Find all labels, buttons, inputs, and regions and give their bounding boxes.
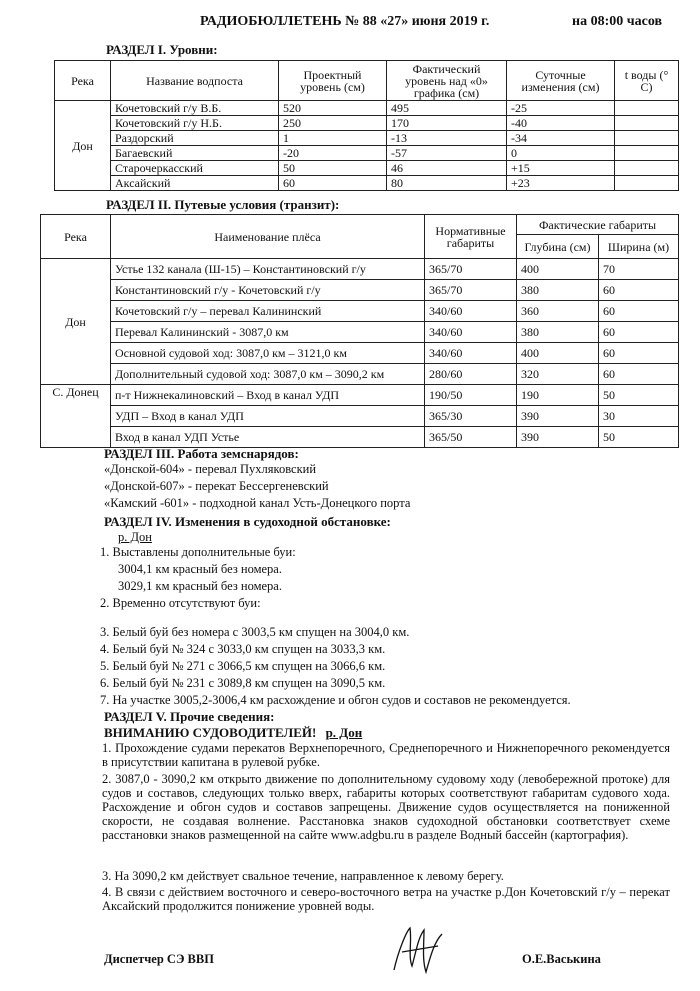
info-item: 3. На 3090,2 км действует свальное течение, направленное к левому берегу. <box>102 869 504 883</box>
col-actual-level: Фактический уровень над «0» графика (см) <box>387 61 507 101</box>
col-width: Ширина (м) <box>599 235 679 259</box>
cell: 400 <box>517 259 599 280</box>
cell: 46 <box>387 161 507 176</box>
col-norm: Нормативные габариты <box>425 215 517 259</box>
cell <box>615 146 679 161</box>
attention-label: ВНИМАНИЮ СУДОВОДИТЕЛЕЙ! <box>104 725 317 740</box>
change-line: 4. Белый буй № 324 с 3033,0 км спущен на 3033,3 км. <box>100 642 386 656</box>
reach-name: Константиновский г/у - Кочетовский г/у <box>111 280 425 301</box>
cell: 50 <box>599 385 679 406</box>
cell: 340/60 <box>425 343 517 364</box>
change-line: 6. Белый буй № 231 с 3089,8 км спущен на 3090,5 км. <box>100 676 386 690</box>
cell: 380 <box>517 280 599 301</box>
station-name: Аксайский <box>111 176 279 191</box>
section1-title: РАЗДЕЛ I. Уровни: <box>106 42 218 57</box>
cell: +23 <box>507 176 615 191</box>
cell: 190/50 <box>425 385 517 406</box>
cell: 60 <box>599 301 679 322</box>
cell: 400 <box>517 343 599 364</box>
cell: 50 <box>599 427 679 448</box>
col-station: Название водпоста <box>111 61 279 101</box>
cell <box>615 116 679 131</box>
cell: -57 <box>387 146 507 161</box>
cell: 80 <box>387 176 507 191</box>
change-line: 3029,1 км красный без номера. <box>118 579 282 593</box>
reach-name: Вход в канал УДП Устье <box>111 427 425 448</box>
col-river: Река <box>41 215 111 259</box>
cell <box>615 101 679 116</box>
info-item: 2. 3087,0 - 3090,2 км открыто движение по дополнительному судовому ходу (левобережной протоке) для судов и составов, следующих только вверх, габариты которых соответствуют габаритам судового хода. Расхождение и обгон судов и составов запрещены. Движение судов осуществляется на пониженной скорости, не создавая волнение. Расстановка знаков судоходной обстановки соответствует схеме расстановки знаков размещенной на сайте www.adgbu.ru в разделе Водный бассейн (картография). <box>102 772 670 842</box>
section3-title: РАЗДЕЛ III. Работа земснарядов: <box>104 446 299 461</box>
station-name: Кочетовский г/у В.Б. <box>111 101 279 116</box>
cell: -13 <box>387 131 507 146</box>
cell: 250 <box>279 116 387 131</box>
cell: 380 <box>517 322 599 343</box>
river-label: р. Дон <box>118 530 152 544</box>
cell <box>615 131 679 146</box>
reach-name: Перевал Калининский - 3087,0 км <box>111 322 425 343</box>
cell: 170 <box>387 116 507 131</box>
cell: -34 <box>507 131 615 146</box>
cell: 30 <box>599 406 679 427</box>
change-line: 2. Временно отсутствуют буи: <box>100 596 261 610</box>
col-water-temp: t воды (° С) <box>615 61 679 101</box>
station-name: Кочетовский г/у Н.Б. <box>111 116 279 131</box>
reach-name: УДП – Вход в канал УДП <box>111 406 425 427</box>
signature-icon <box>388 922 448 978</box>
info-item: 1. Прохождение судами перекатов Верхнепоречного, Среднепоречного и Нижнепоречного рекомендуется в присутствии капитана в рулевой рубке. <box>102 741 670 769</box>
cell: 340/60 <box>425 322 517 343</box>
section2-title: РАЗДЕЛ II. Путевые условия (транзит): <box>106 197 340 212</box>
cell: 495 <box>387 101 507 116</box>
col-reach: Наименование плёса <box>111 215 425 259</box>
bulletin-time: на 08:00 часов <box>572 14 663 29</box>
dredger-line: «Камский -601» - подходной канал Усть-Донецкого порта <box>104 496 411 510</box>
river-cell: Дон <box>55 101 111 191</box>
bulletin-title: РАДИОБЮЛЛЕТЕНЬ № 88 «27» июня 2019 г. <box>200 14 490 29</box>
cell: 520 <box>279 101 387 116</box>
reach-name: Дополнительный судовой ход: 3087,0 км – 3090,2 км <box>111 364 425 385</box>
river-cell: С. Донец <box>41 385 111 448</box>
signer-name: О.Е.Васькина <box>522 952 601 966</box>
change-line: 7. На участке 3005,2-3006,4 км расхождение и обгон судов и составов не рекомендуется. <box>100 693 571 707</box>
cell: -20 <box>279 146 387 161</box>
change-line: 3004,1 км красный без номера. <box>118 562 282 576</box>
cell: 60 <box>279 176 387 191</box>
col-daily-change: Суточные изменения (см) <box>507 61 615 101</box>
levels-table <box>54 60 679 191</box>
transit-table <box>40 214 679 448</box>
cell: 60 <box>599 364 679 385</box>
station-name: Багаевский <box>111 146 279 161</box>
cell: 50 <box>279 161 387 176</box>
cell: 320 <box>517 364 599 385</box>
station-name: Раздорский <box>111 131 279 146</box>
cell: +15 <box>507 161 615 176</box>
cell: -25 <box>507 101 615 116</box>
change-line: 3. Белый буй без номера с 3003,5 км спущен на 3004,0 км. <box>100 625 410 639</box>
col-depth: Глубина (см) <box>517 235 599 259</box>
cell: 390 <box>517 406 599 427</box>
reach-name: Кочетовский г/у – перевал Калининский <box>111 301 425 322</box>
cell <box>615 176 679 191</box>
cell: 0 <box>507 146 615 161</box>
cell: 365/70 <box>425 280 517 301</box>
reach-name: п-т Нижнекалиновский – Вход в канал УДП <box>111 385 425 406</box>
attention-line <box>104 725 362 741</box>
reach-name: Устье 132 канала (Ш-15) – Константиновский г/у <box>111 259 425 280</box>
section4-title: РАЗДЕЛ IV. Изменения в судоходной обстановке: <box>104 514 391 529</box>
dredger-line: «Донской-604» - перевал Пухляковский <box>104 462 317 476</box>
cell: 70 <box>599 259 679 280</box>
dispatcher-label: Диспетчер СЭ ВВП <box>104 952 214 966</box>
dredgers-list <box>104 462 664 512</box>
col-design-level: Проектный уровень (см) <box>279 61 387 101</box>
cell: 280/60 <box>425 364 517 385</box>
cell <box>615 161 679 176</box>
col-river: Река <box>55 61 111 101</box>
col-actual: Фактические габариты <box>517 215 679 235</box>
dredger-line: «Донской-607» - перекат Бессергеневский <box>104 479 329 493</box>
info-item: 4. В связи с действием восточного и северо-восточного ветра на участке р.Дон Кочетовский г/у – перекат Аксайский продолжится понижение уровней воды. <box>102 885 670 913</box>
change-line: 5. Белый буй № 271 с 3066,5 км спущен на 3066,6 км. <box>100 659 386 673</box>
river-cell: Дон <box>41 259 111 385</box>
attention-river: р. Дон <box>325 725 363 740</box>
changes-list <box>100 545 680 705</box>
cell: 365/30 <box>425 406 517 427</box>
cell: 365/70 <box>425 259 517 280</box>
cell: -40 <box>507 116 615 131</box>
cell: 60 <box>599 343 679 364</box>
cell: 360 <box>517 301 599 322</box>
cell: 60 <box>599 322 679 343</box>
section5-title: РАЗДЕЛ V. Прочие сведения: <box>104 709 275 724</box>
cell: 190 <box>517 385 599 406</box>
station-name: Старочеркасский <box>111 161 279 176</box>
cell: 340/60 <box>425 301 517 322</box>
reach-name: Основной судовой ход: 3087,0 км – 3121,0 км <box>111 343 425 364</box>
change-line: 1. Выставлены дополнительные буи: <box>100 545 296 559</box>
cell: 1 <box>279 131 387 146</box>
cell: 390 <box>517 427 599 448</box>
cell: 365/50 <box>425 427 517 448</box>
cell: 60 <box>599 280 679 301</box>
